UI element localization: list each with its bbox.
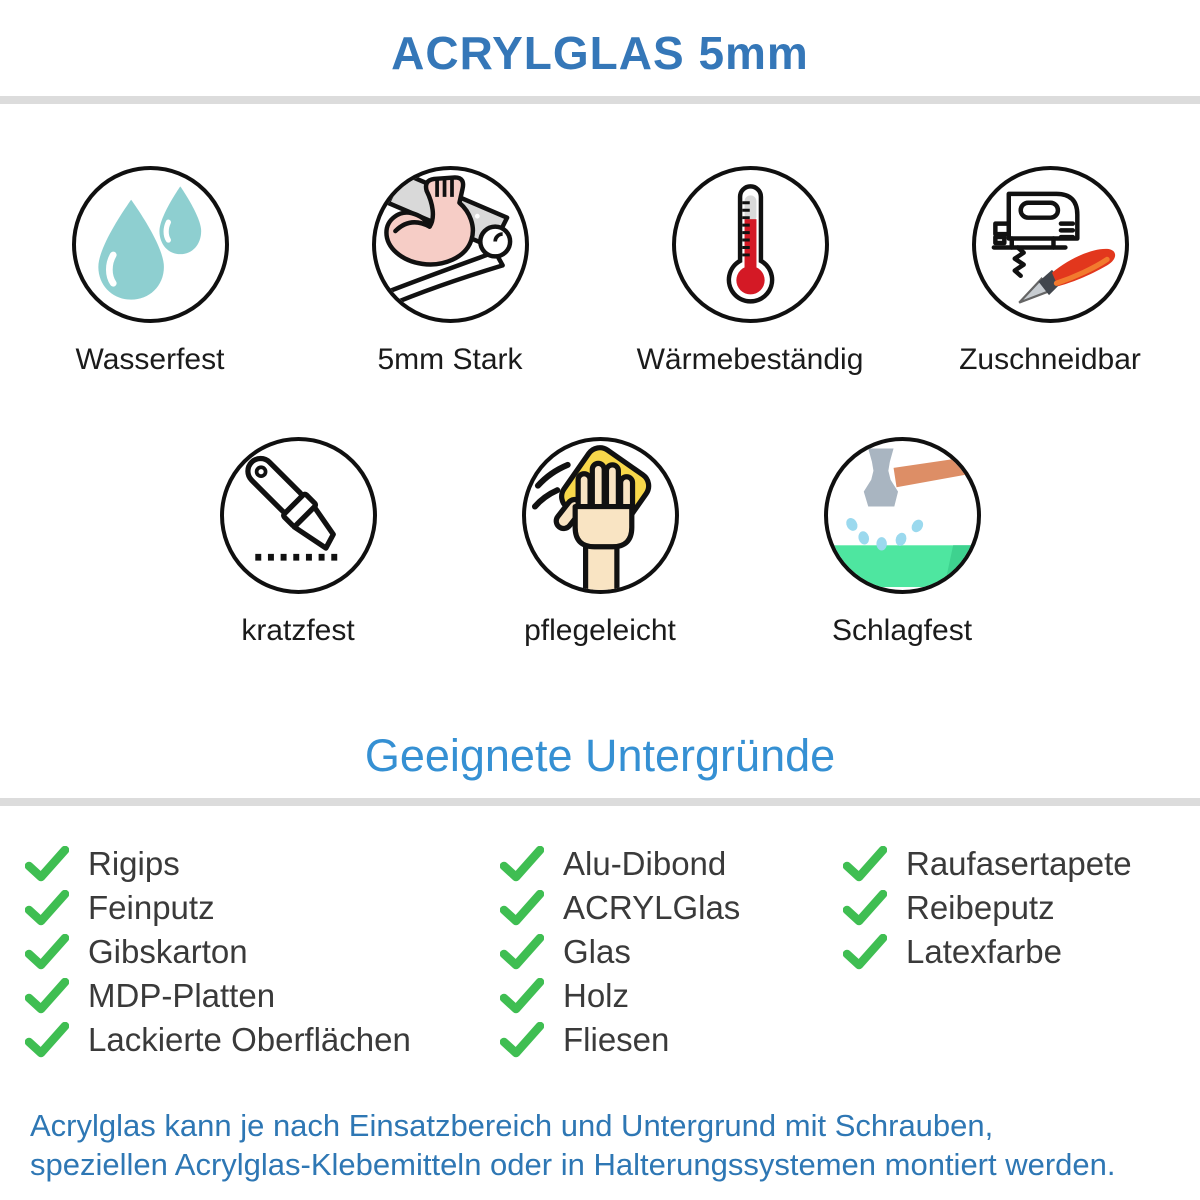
feature-label: pflegeleicht [524,614,676,647]
check-icon [843,934,887,970]
surface-label: Lackierte Oberflächen [88,1021,411,1058]
utility-knife-icon [220,437,377,594]
check-icon [25,890,69,926]
surfaces-column-2 [500,842,843,1062]
surface-label: MDP-Platten [88,977,276,1014]
jigsaw-cutter-icon [972,166,1129,323]
check-icon [25,978,69,1014]
check-icon [500,846,544,882]
list-item [25,886,500,930]
surface-label: Raufasertapete [906,845,1132,882]
divider-middle [0,798,1200,806]
check-icon [25,846,69,882]
feature-label: Schlagfest [831,614,973,647]
surface-label: Alu-Dibond [563,845,727,882]
list-item [843,930,1200,974]
surface-label: ACRYLGlas [563,889,741,926]
check-icon [843,846,887,882]
mounting-note [30,1106,1170,1184]
list-item [500,930,843,974]
feature-label: 5mm Stark [377,343,523,376]
check-icon [843,890,887,926]
surface-label: Reibeputz [906,889,1055,926]
list-item [25,1018,500,1062]
surface-label: Glas [563,933,631,970]
feature-label: kratzfest [241,614,355,647]
surface-label: Rigips [88,845,180,882]
list-item [500,974,843,1018]
check-icon [500,1022,544,1058]
check-icon [500,978,544,1014]
surface-label: Feinputz [88,889,215,926]
feature-kratzfest [147,437,449,648]
check-icon [500,890,544,926]
mounting-note-line-2: speziellen Acrylglas-Klebemitteln oder in Halterungssystemen montiert werden. [30,1147,1116,1182]
list-item [500,1018,843,1062]
list-item [843,886,1200,930]
surface-label: Gibskarton [88,933,248,970]
surface-label: Latexfarbe [906,933,1062,970]
thermometer-icon [672,166,829,323]
check-icon [25,1022,69,1058]
feature-zuschneidbar [900,166,1200,377]
list-item [500,886,843,930]
section-title-untergruende: Geeignete Untergründe [364,730,836,781]
page-title: ACRYLGLAS 5mm [391,27,809,79]
surfaces-checklist [0,842,1200,1062]
feature-5mm-stark [300,166,600,377]
feature-waermebestaendig [600,166,900,377]
list-item [25,974,500,1018]
check-icon [25,934,69,970]
surface-label: Holz [563,977,630,1014]
feature-wasserfest [0,166,300,377]
hammer-icon [824,437,981,594]
feature-label: Wasserfest [75,343,225,376]
list-item [843,842,1200,886]
list-item [500,842,843,886]
surface-label: Fliesen [563,1021,670,1058]
check-icon [500,934,544,970]
surfaces-column-1 [25,842,500,1062]
feature-schlagfest [751,437,1053,648]
feature-label: Wärmebeständig [636,343,864,376]
feature-row-2 [0,437,1200,648]
feature-label: Zuschneidbar [959,343,1141,376]
cleaning-hand-icon [522,437,679,594]
surfaces-column-3 [843,842,1200,1062]
mounting-note-line-1: Acrylglas kann je nach Einsatzbereich und Untergrund mit Schrauben, [30,1108,994,1143]
divider-top [0,96,1200,104]
flexed-arm-icon [372,166,529,323]
water-drops-icon [72,166,229,323]
list-item [25,930,500,974]
feature-pflegeleicht [449,437,751,648]
feature-row-1 [0,166,1200,377]
list-item [25,842,500,886]
